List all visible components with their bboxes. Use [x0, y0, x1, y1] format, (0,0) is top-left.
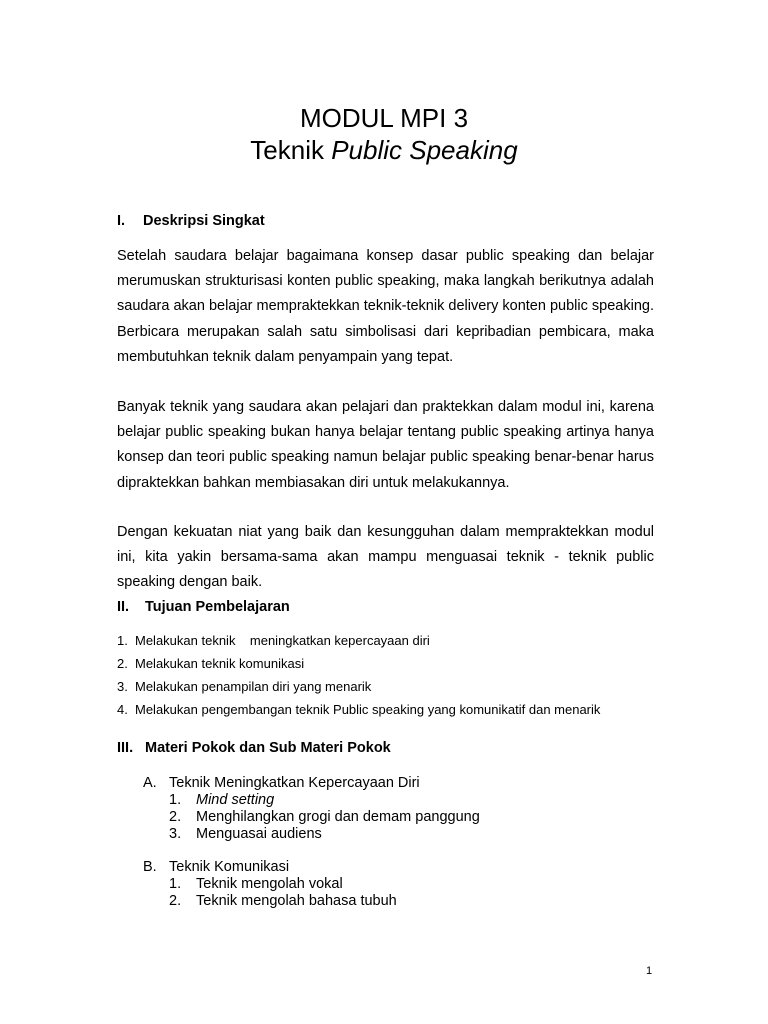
objective-text: Melakukan pengembangan teknik Public speaking yang komunikatif dan menarik [135, 702, 601, 717]
sub-item-text: Menghilangkan grogi dan demam panggung [196, 809, 480, 825]
subsection-letter: A. [143, 775, 157, 791]
module-subtitle [0, 135, 768, 165]
objective-number: 4. [117, 702, 128, 717]
section-1-heading [117, 213, 265, 229]
objective-text: Melakukan teknik komunikasi [135, 656, 305, 671]
subsection-title: Teknik Komunikasi [169, 859, 290, 875]
section-1-paragraph-2: Banyak teknik yang saudara akan pelajari dan praktekkan dalam modul ini, karena belajar public speaking bukan hanya belajar tentang public speaking artinya hanya konsep dan teori public speaking namun belajar public speaking benar-benar harus dipraktekkan bahkan membiasakan diri untuk melakukannya. [117, 399, 654, 491]
section-title: Deskripsi Singkat [143, 213, 265, 229]
sub-item-text: Menguasai audiens [196, 826, 322, 842]
objective-number: 3. [117, 679, 128, 694]
sub-item-text: Mind setting [196, 792, 275, 808]
subsection-title: Teknik Meningkatkan Kepercayaan Diri [169, 775, 420, 791]
objective-item [117, 698, 600, 721]
module-title: MODUL MPI 3 [299, 103, 469, 133]
objective-item [117, 652, 304, 675]
objective-number: 2. [117, 656, 128, 671]
section-title: Materi Pokok dan Sub Materi Pokok [145, 740, 391, 756]
sub-item [169, 826, 322, 843]
objective-item [117, 629, 430, 652]
section-number: I. [117, 213, 126, 229]
objective-item [117, 675, 371, 698]
sub-item [169, 809, 480, 826]
objective-number: 1. [117, 633, 128, 648]
sub-item-number: 2. [169, 893, 182, 909]
subtitle-prefix: Teknik [250, 135, 332, 165]
sub-item [169, 876, 343, 893]
sub-item [169, 792, 274, 809]
subsection-b-title [143, 859, 289, 876]
section-2-heading [117, 599, 290, 615]
section-3-heading [117, 740, 391, 756]
page-number: 1 [646, 965, 653, 977]
sub-item-text: Teknik mengolah vokal [196, 876, 343, 892]
section-1-paragraph-3: Dengan kekuatan niat yang baik dan kesungguhan dalam mempraktekkan modul ini, kita yakin bersama-sama akan mampu menguasai teknik - teknik public speaking dengan baik. [117, 524, 654, 591]
section-title: Tujuan Pembelajaran [145, 599, 290, 615]
subtitle-italic: Public Speaking [331, 135, 518, 165]
subsection-a-title [143, 775, 420, 792]
objective-text: Melakukan penampilan diri yang menarik [135, 679, 372, 694]
sub-item-number: 2. [169, 809, 182, 825]
sub-item-number: 1. [169, 792, 182, 808]
objective-text: Melakukan teknik meningkatkan kepercayaan diri [135, 633, 430, 648]
sub-item [169, 893, 397, 910]
section-number: II. [117, 599, 130, 615]
sub-item-number: 1. [169, 876, 182, 892]
sub-item-text: Teknik mengolah bahasa tubuh [196, 893, 397, 909]
subsection-letter: B. [143, 859, 157, 875]
section-1-paragraph-1: Setelah saudara belajar bagaimana konsep dasar public speaking dan belajar merumuskan strukturisasi konten public speaking, maka langkah berikutnya adalah saudara akan belajar mempraktekkan teknik-teknik delivery konten public speaking. Berbicara merupakan salah satu simbolisasi dari kepribadian pembicara, maka membutuhkan teknik dalam penyampain yang tepat. [117, 248, 654, 365]
section-number: III. [117, 740, 134, 756]
sub-item-number: 3. [169, 826, 182, 842]
